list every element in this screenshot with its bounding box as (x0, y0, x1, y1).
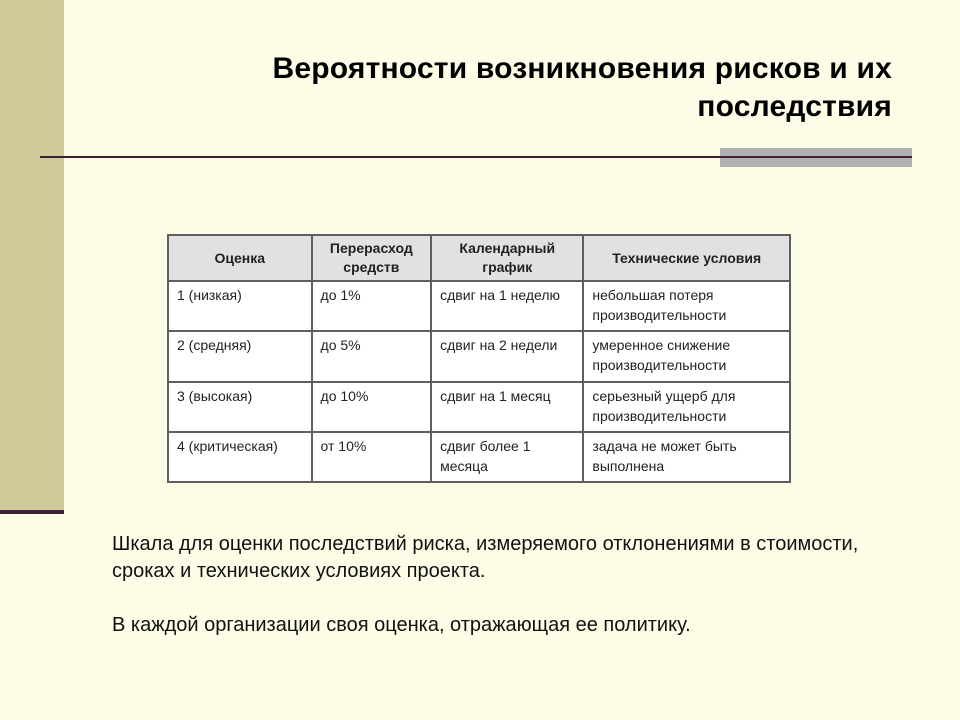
cell-schedule: сдвиг на 1 неделю (431, 281, 583, 331)
cell-technical: небольшая потеря производительности (583, 281, 790, 331)
cell-technical: умеренное снижение производительности (583, 331, 790, 381)
cell-technical: серьезный ущерб для производительности (583, 382, 790, 432)
cell-cost: от 10% (312, 432, 432, 482)
cell-schedule: сдвиг на 2 недели (431, 331, 583, 381)
cell-grade: 4 (критическая) (168, 432, 312, 482)
side-decor-bar (0, 0, 64, 512)
table-row (168, 382, 790, 432)
table-row (168, 281, 790, 331)
slide-title: Вероятности возникновения рисков и их последствия (272, 52, 892, 123)
side-decor-line (0, 510, 64, 514)
cell-grade: 1 (низкая) (168, 281, 312, 331)
cell-schedule: сдвиг на 1 месяц (431, 382, 583, 432)
table-row (168, 432, 790, 482)
title-accent-line (720, 156, 912, 158)
cell-schedule: сдвиг более 1 месяца (431, 432, 583, 482)
caption-organization-note: В каждой организации своя оценка, отражающая ее политику. (112, 614, 691, 636)
slide-caption (112, 531, 912, 639)
header-technical-conditions: Технические условия (583, 235, 790, 281)
risk-table-container (167, 234, 791, 483)
cell-cost: до 5% (312, 331, 432, 381)
cell-cost: до 1% (312, 281, 432, 331)
header-cost-overrun: Перерасход средств (312, 235, 432, 281)
cell-grade: 3 (высокая) (168, 382, 312, 432)
cell-cost: до 10% (312, 382, 432, 432)
cell-technical: задача не может быть выполнена (583, 432, 790, 482)
table-header-row (168, 235, 790, 281)
risk-scale-table (167, 234, 791, 483)
header-grade: Оценка (168, 235, 312, 281)
cell-grade: 2 (средняя) (168, 331, 312, 381)
caption-scale-description: Шкала для оценки последствий риска, измеряемого отклонениями в стоимости, сроках и технических условиях проекта. (112, 533, 859, 582)
header-schedule: Календарный график (431, 235, 583, 281)
table-row (168, 331, 790, 381)
